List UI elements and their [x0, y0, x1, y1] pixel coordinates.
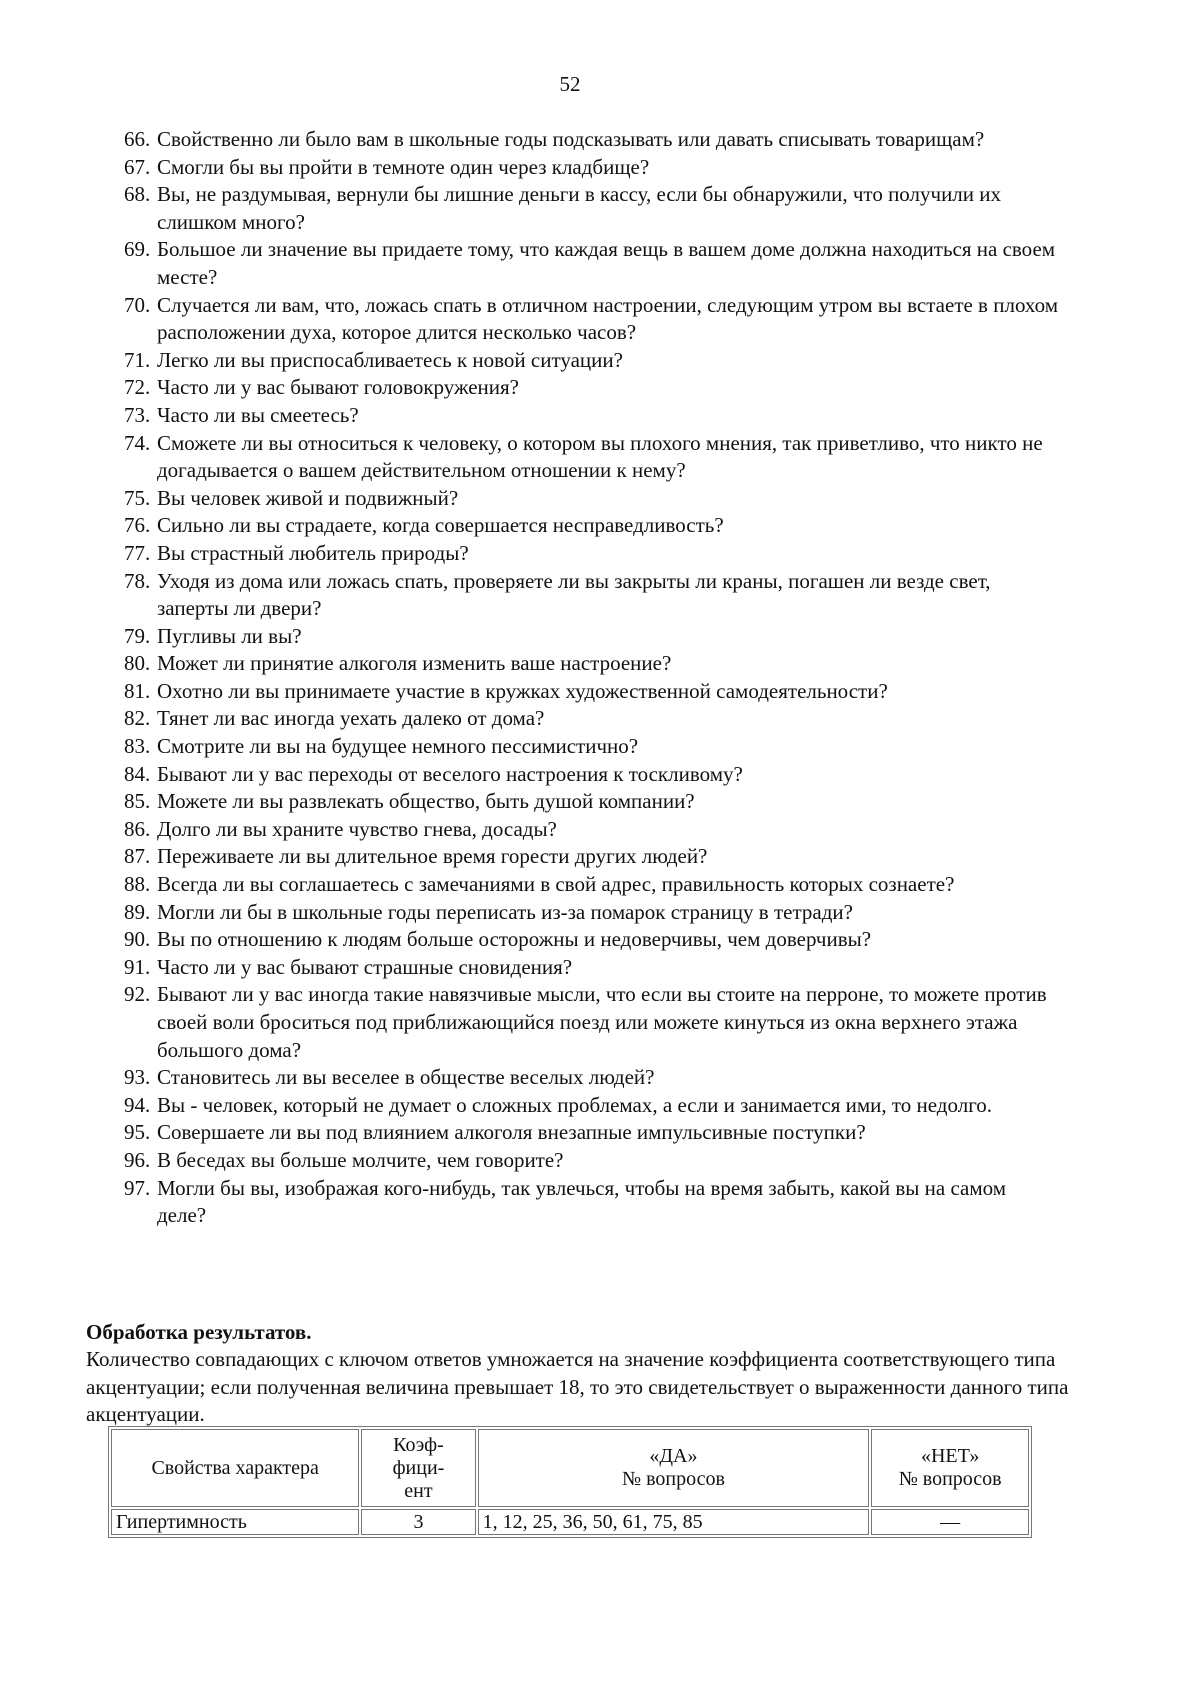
- question-number: 73.: [124, 402, 151, 427]
- list-item: [0, 430, 1100, 485]
- question-number: 70.: [124, 292, 151, 317]
- list-item: [0, 292, 1100, 347]
- question-text: Совершаете ли вы под влиянием алкоголя внезапные импульсивные поступки?: [157, 1120, 866, 1145]
- question-number: 87.: [124, 844, 151, 869]
- header-yes-line: № вопросов: [621, 1468, 725, 1490]
- header-no-line: № вопросов: [898, 1468, 1002, 1490]
- question-number: 88.: [124, 872, 151, 897]
- question-text: Уходя из дома или ложась спать, проверяете ли вы закрыты ли краны, погашен ли везде свет, заперты ли двери?: [157, 568, 991, 621]
- list-item: [0, 1064, 1100, 1092]
- table-row: [111, 1509, 1029, 1535]
- question-text: Легко ли вы приспосабливаетесь к новой ситуации?: [157, 347, 623, 372]
- list-item: [0, 1092, 1100, 1120]
- header-yes: [478, 1429, 870, 1507]
- list-item: [0, 1147, 1100, 1175]
- cell-yes: 1, 12, 25, 36, 50, 61, 75, 85: [478, 1509, 870, 1535]
- question-number: 66.: [124, 127, 151, 151]
- question-number: 91.: [124, 954, 151, 979]
- question-text: Вы, не раздумывая, вернули бы лишние деньги в кассу, если бы обнаружили, что получили их слишком много?: [157, 182, 1002, 234]
- question-text: Переживаете ли вы длительное время горести других людей?: [157, 844, 708, 869]
- question-number: 80.: [124, 651, 151, 676]
- question-number: 75.: [124, 485, 151, 510]
- question-number: 77.: [124, 540, 151, 565]
- list-item: [0, 236, 1100, 291]
- question-number: 86.: [124, 816, 151, 841]
- question-text: Бывают ли у вас переходы от веселого настроения к тоскливому?: [157, 761, 743, 786]
- question-number: 90.: [124, 927, 151, 952]
- list-item: [0, 843, 1100, 871]
- list-item: [0, 374, 1100, 402]
- question-number: 78.: [124, 568, 151, 593]
- question-text: Свойственно ли было вам в школьные годы подсказывать или давать списывать товарищам?: [157, 127, 985, 151]
- list-item: [0, 512, 1100, 540]
- section-text: Количество совпадающих с ключом ответов умножается на значение коэффициента соответствующего типа акцентуации; если полученная величина превышает 18, то это свидетельствует о выраженности данного типа акцентуации.: [86, 1347, 1069, 1427]
- cell-no: —: [871, 1509, 1029, 1535]
- list-item: [0, 954, 1100, 982]
- question-number: 72.: [124, 375, 151, 400]
- question-number: 76.: [124, 513, 151, 538]
- question-number: 68.: [124, 182, 151, 207]
- header-yes-line: «ДА»: [649, 1445, 698, 1467]
- question-number: 94.: [124, 1092, 151, 1117]
- question-number: 67.: [124, 154, 151, 179]
- question-number: 95.: [124, 1120, 151, 1145]
- question-text: Вы человек живой и подвижный?: [157, 485, 459, 510]
- question-number: 69.: [124, 237, 151, 262]
- header-coefficient-line: Коэф-: [393, 1433, 444, 1456]
- question-text: Бывают ли у вас иногда такие навязчивые мысли, что если вы стоите на перроне, то можете против своей воли броситься под приближающийся поезд или можете кинуться из окна верхнего этажа большого дома?: [157, 982, 1047, 1062]
- question-text: Смогли бы вы пройти в темноте один через кладбище?: [157, 154, 650, 179]
- question-text: Становитесь ли вы веселее в обществе веселых людей?: [157, 1065, 655, 1090]
- list-item: [0, 623, 1100, 651]
- section-title: Обработка результатов.: [86, 1320, 312, 1344]
- header-coefficient-line: фици-: [392, 1456, 445, 1479]
- question-text: Вы страстный любитель природы?: [157, 540, 469, 565]
- header-no-line: «НЕТ»: [920, 1445, 980, 1467]
- list-item: [0, 1119, 1100, 1147]
- question-text: Сильно ли вы страдаете, когда совершается несправедливость?: [157, 513, 724, 538]
- question-text: Тянет ли вас иногда уехать далеко от дома?: [157, 706, 545, 731]
- question-number: 97.: [124, 1175, 151, 1200]
- list-item: [0, 347, 1100, 375]
- question-number: 89.: [124, 899, 151, 924]
- question-number: 96.: [124, 1147, 151, 1172]
- question-number: 79.: [124, 623, 151, 648]
- question-text: Смотрите ли вы на будущее немного пессимистично?: [157, 734, 639, 759]
- list-item: [0, 705, 1100, 733]
- question-text: Большое ли значение вы придаете тому, что каждая вещь в вашем доме должна находиться на своем месте?: [157, 237, 1056, 289]
- question-number: 82.: [124, 706, 151, 731]
- question-text: Пугливы ли вы?: [157, 623, 302, 648]
- list-item: [0, 154, 1100, 182]
- question-number: 71.: [124, 347, 151, 372]
- list-item: [0, 871, 1100, 899]
- question-text: Часто ли у вас бывают страшные сновидения?: [157, 954, 573, 979]
- list-item: [0, 733, 1100, 761]
- question-text: Может ли принятие алкоголя изменить ваше настроение?: [157, 651, 672, 676]
- question-text: Вы по отношению к людям больше осторожны и недоверчивы, чем доверчивы?: [157, 927, 872, 952]
- question-number: 93.: [124, 1065, 151, 1090]
- list-item: [0, 1175, 1100, 1230]
- list-item: [0, 485, 1100, 513]
- page-number: 52: [559, 72, 581, 96]
- header-coefficient: [361, 1429, 475, 1507]
- question-number: 84.: [124, 761, 151, 786]
- question-number: 83.: [124, 734, 151, 759]
- cell-coefficient: 3: [361, 1509, 475, 1535]
- questions-list: [0, 126, 1100, 1230]
- list-item: [0, 678, 1100, 706]
- list-item: [0, 926, 1100, 954]
- question-text: Вы - человек, который не думает о сложных проблемах, а если и занимается ими, то недолго.: [157, 1092, 993, 1117]
- list-item: [0, 816, 1100, 844]
- question-text: В беседах вы больше молчите, чем говорите?: [157, 1147, 564, 1172]
- question-text: Случается ли вам, что, ложась спать в отличном настроении, следующим утром вы встаете в плохом расположении духа, которое длится несколько часов?: [157, 292, 1059, 345]
- question-text: Можете ли вы развлекать общество, быть душой компании?: [157, 789, 695, 814]
- question-text: Долго ли вы храните чувство гнева, досады?: [157, 816, 557, 841]
- list-item: [0, 981, 1100, 1064]
- list-item: [0, 181, 1100, 236]
- header-no: [871, 1429, 1029, 1507]
- list-item: [0, 899, 1100, 927]
- question-text: Часто ли вы смеетесь?: [157, 402, 359, 427]
- list-item: [0, 402, 1100, 430]
- question-text: Сможете ли вы относиться к человеку, о котором вы плохого мнения, так приветливо, что никто не догадывается о вашем действительном отношении к нему?: [157, 430, 1043, 483]
- list-item: [0, 788, 1100, 816]
- header-property: Свойства характера: [111, 1429, 359, 1507]
- table-header-row: [111, 1429, 1029, 1507]
- question-text: Могли бы вы, изображая кого-нибудь, так увлечься, чтобы на время забыть, какой вы на самом деле?: [157, 1175, 1007, 1228]
- cell-property: Гипертимность: [111, 1509, 359, 1535]
- header-coefficient-line: ент: [404, 1479, 433, 1502]
- question-number: 92.: [124, 982, 151, 1007]
- question-number: 85.: [124, 789, 151, 814]
- result-table: [108, 1426, 1032, 1538]
- list-item: [0, 568, 1100, 623]
- list-item: [0, 126, 1100, 154]
- question-text: Часто ли у вас бывают головокружения?: [157, 375, 520, 400]
- question-text: Охотно ли вы принимаете участие в кружках художественной самодеятельности?: [157, 678, 888, 703]
- list-item: [0, 650, 1100, 678]
- list-item: [0, 540, 1100, 568]
- question-text: Могли ли бы в школьные годы переписать из-за помарок страницу в тетради?: [157, 899, 853, 924]
- list-item: [0, 761, 1100, 789]
- question-number: 81.: [124, 678, 151, 703]
- question-text: Всегда ли вы соглашаетесь с замечаниями в свой адрес, правильность которых сознаете?: [157, 872, 955, 897]
- question-number: 74.: [124, 430, 151, 455]
